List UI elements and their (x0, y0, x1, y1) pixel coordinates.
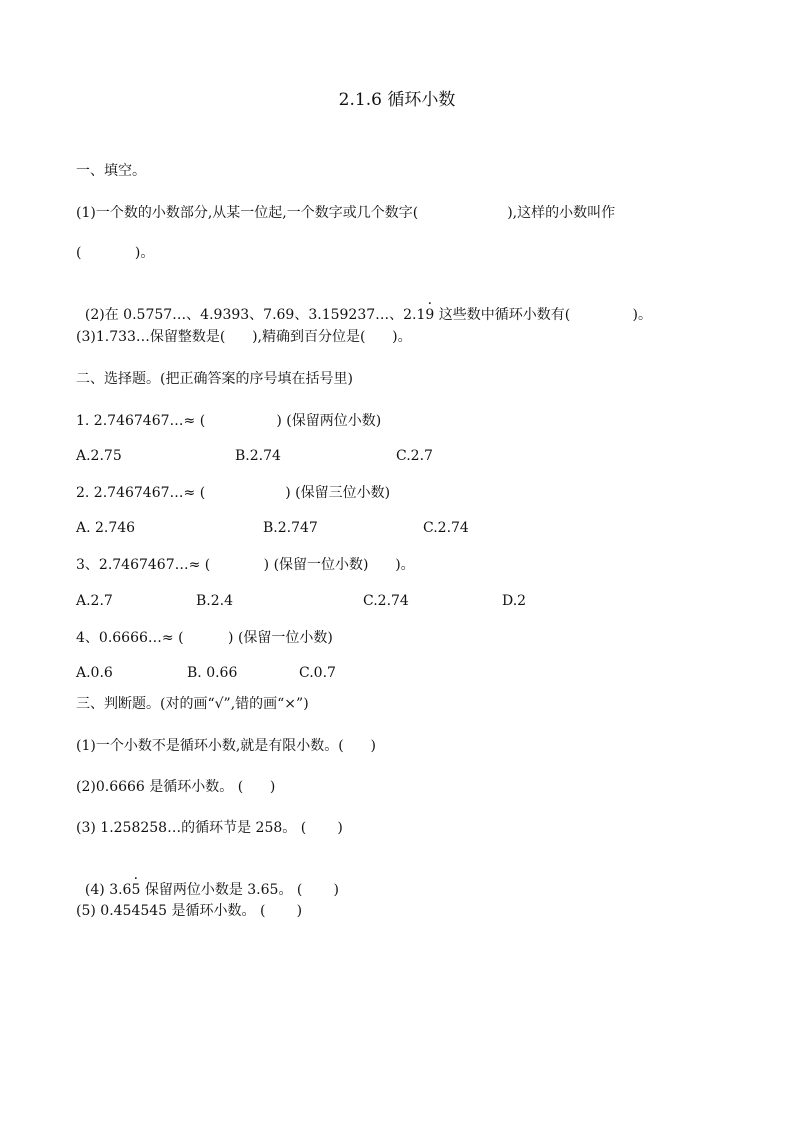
choice-option: B. 0.66 (187, 665, 238, 681)
fill-question-2-text-a: (2)在 0.5757…、4.9393、7.69、3.159237…、2.1 (84, 307, 426, 323)
judge-item-4 (76, 860, 339, 900)
judge-item-4-text-a: (4) 3.6 (84, 882, 132, 898)
fill-question-1-line-1: (1)一个数的小数部分,从某一位起,一个数字或几个数字( ),这样的小数叫作 (76, 205, 616, 221)
judge-item-1: (1)一个小数不是循环小数,就是有限小数。( ) (76, 738, 376, 754)
choice-option: B.2.747 (263, 520, 318, 536)
choice-question-3: 3、2.7467467…≈ ( ) (保留一位小数) )。 (76, 557, 415, 573)
choice-option: B.2.74 (235, 448, 281, 464)
fill-question-3: (3)1.733…保留整数是( ),精确到百分位是( )。 (76, 329, 412, 345)
choice-question-2: 2. 2.7467467…≈ ( ) (保留三位小数) (76, 485, 391, 501)
judge-item-2: (2)0.6666 是循环小数。 ( ) (76, 779, 276, 795)
section-2-heading: 二、选择题。(把正确答案的序号填在括号里) (76, 371, 353, 387)
fill-question-2 (76, 285, 652, 325)
choice-question-4: 4、0.6666…≈ ( ) (保留一位小数) (76, 630, 333, 646)
choice-option: A.2.75 (76, 448, 122, 464)
section-3-heading: 三、判断题。(对的画“√”,错的画“×”) (76, 696, 309, 712)
judge-item-3: (3) 1.258258…的循环节是 258。 ( ) (76, 820, 343, 836)
repeating-digit-dot: · 9 (425, 307, 434, 323)
choice-option: C.0.7 (299, 665, 336, 681)
choice-option: C.2.74 (363, 593, 409, 609)
judge-item-5: (5) 0.454545 是循环小数。 ( ) (76, 903, 303, 919)
fill-question-1-line-2: ( )。 (76, 245, 155, 261)
choice-option: A.2.7 (76, 593, 113, 609)
choice-option: D.2 (502, 593, 527, 609)
choice-option: A. 2.746 (76, 520, 136, 536)
fill-question-2-text-b: 这些数中循环小数有( )。 (434, 307, 653, 323)
section-1-heading: 一、填空。 (76, 163, 146, 179)
repeating-digit-dot: · 5 (131, 882, 140, 898)
choice-option: C.2.74 (423, 520, 469, 536)
choice-option: C.2.7 (396, 448, 433, 464)
choice-option: A.0.6 (76, 665, 113, 681)
judge-item-4-text-b: 保留两位小数是 3.65。 ( ) (140, 882, 339, 898)
choice-option: B.2.4 (196, 593, 234, 609)
page-title: 2.1.6 循环小数 (338, 90, 456, 110)
choice-question-1: 1. 2.7467467…≈ ( ) (保留两位小数) (76, 413, 382, 429)
